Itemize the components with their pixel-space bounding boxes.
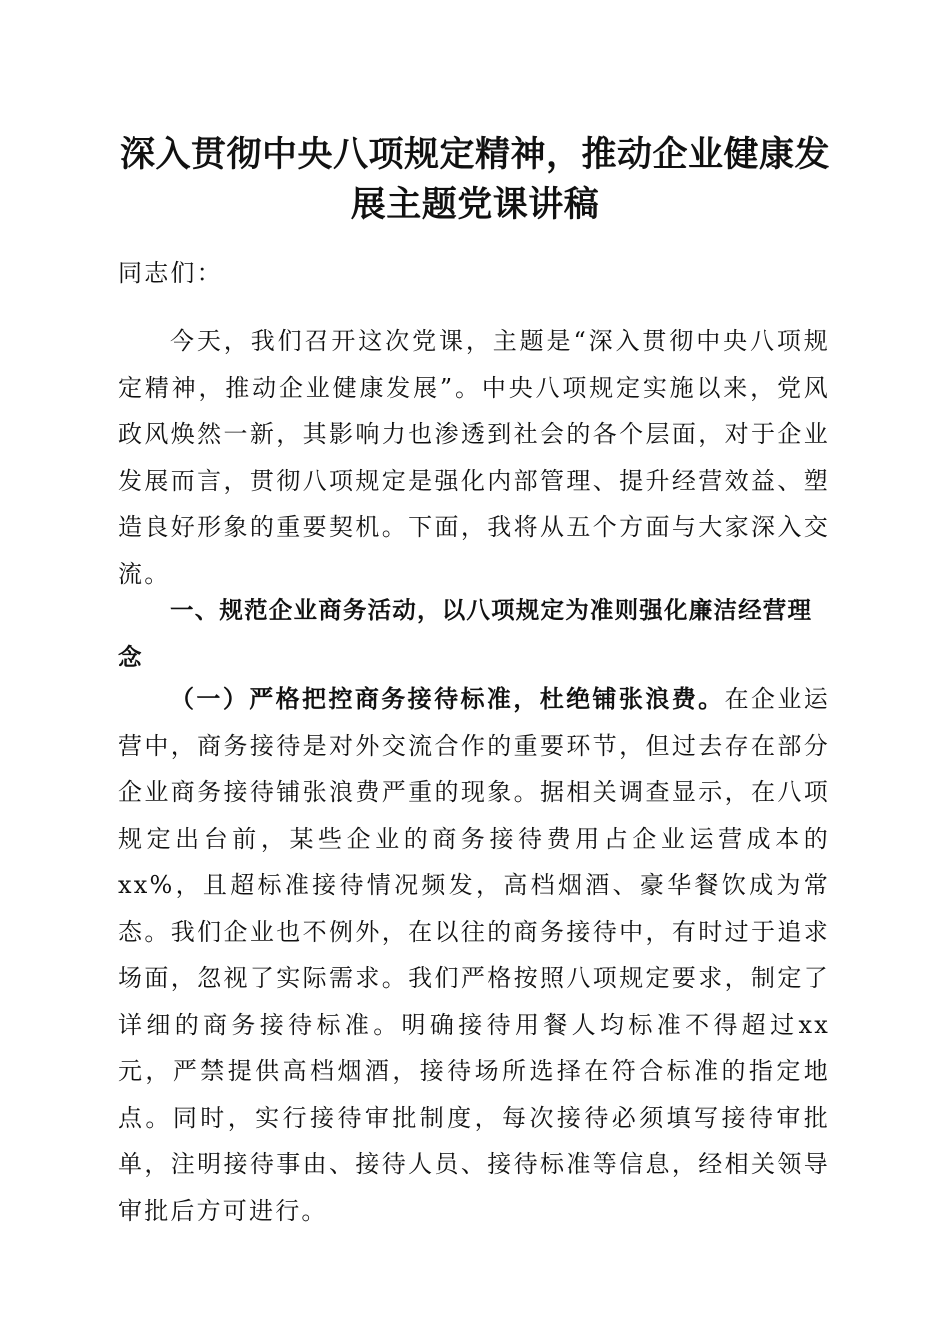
- title-line-2: 展主题党课讲稿: [350, 184, 600, 225]
- subsection-body-1: 在企业运营中，商务接待是对外交流合作的重要环节，但过去存在部分企业商务接待铺张浪费严重的现象。据相关调查显示，在八项规定出台前，某些企业的商务接待费用占企业运营成本的xx%，且超标准接待情况频发，高档烟酒、豪华餐饮成为常态。我们企业也不例外，在以往的商务接待中，有时过于追求场面，忽视了实际需求。我们严格按照八项规定要求，制定了详细的商务接待标准。明确接待用餐人均标准不得超过xx元，严禁提供高档烟酒，接待场所选择在符合标准的指定地点。同时，实行接待审批制度，每次接待必须填写接待审批单，注明接待事由、接待人员、接待标准等信息，经相关领导审批后方可进行。: [118, 685, 830, 1225]
- title-line-1: 深入贯彻中央八项规定精神，推动企业健康发: [119, 134, 830, 175]
- section-heading-1: 一、规范企业商务活动，以八项规定为准则强化廉洁经营理念: [118, 596, 813, 671]
- subsection-paragraph-1: [118, 676, 830, 1234]
- intro-paragraph: 今天，我们召开这次党课，主题是“深入贯彻中央八项规定精神，推动企业健康发展”。中央八项规定实施以来，党风政风焕然一新，其影响力也渗透到社会的各个层面，对于企业发展而言，贯彻八项规定是强化内部管理、提升经营效益、塑造良好形象的重要契机。下面，我将从五个方面与大家深入交流。: [118, 327, 830, 588]
- salutation: 同志们：: [118, 259, 223, 287]
- subsection-heading-1: （一）严格把控商务接待标准，杜绝铺张浪费。: [170, 684, 725, 713]
- document-title: [80, 130, 870, 230]
